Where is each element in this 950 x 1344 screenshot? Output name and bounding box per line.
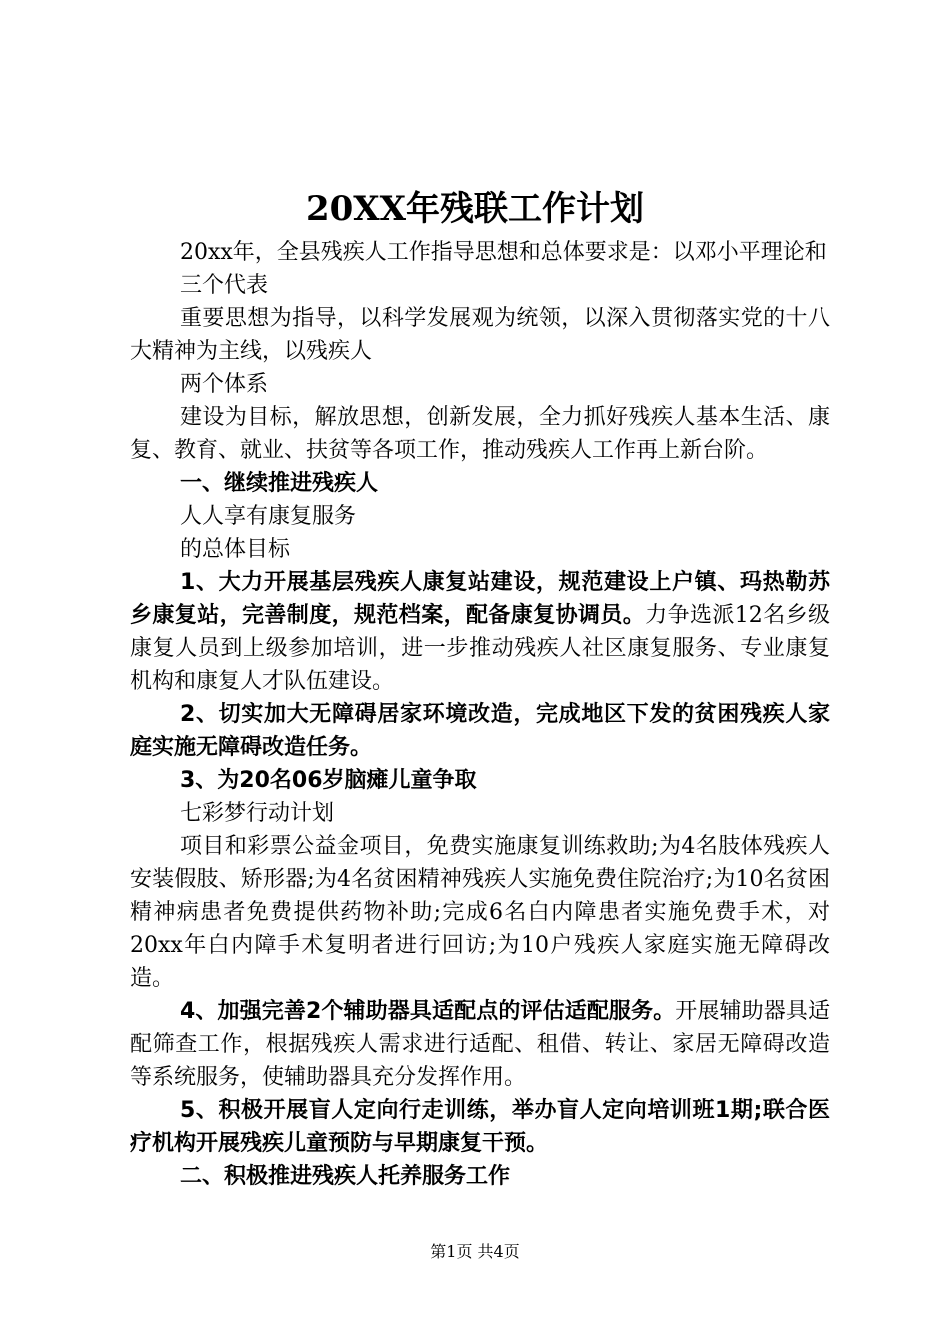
paragraph: 重要思想为指导，以科学发展观为统领，以深入贯彻落实党的十八大精神为主线，以残疾人 bbox=[130, 306, 830, 364]
paragraph: 建设为目标，解放思想，创新发展，全力抓好残疾人基本生活、康复、教育、就业、扶贫等各项工作，推动残疾人工作再上新台阶。 bbox=[130, 405, 830, 463]
paragraph: 20xx年，全县残疾人工作指导思想和总体要求是：以邓小平理论和 bbox=[180, 240, 827, 265]
section-heading: 二、积极推进残疾人托养服务工作 bbox=[180, 1164, 511, 1189]
paragraph-bold-lead: 4、加强完善2个辅助器具适配点的评估适配服务。 bbox=[180, 999, 676, 1024]
paragraph-mixed bbox=[130, 995, 830, 1094]
paragraph-bold: 2、切实加大无障碍居家环境改造，完成地区下发的贫困残疾人家庭实施无障碍改造任务。 bbox=[130, 702, 830, 760]
paragraph: 两个体系 bbox=[180, 372, 269, 397]
paragraph-bold: 3、为20名06岁脑瘫儿童争取 bbox=[180, 768, 477, 793]
paragraph: 七彩梦行动计划 bbox=[180, 801, 335, 826]
section-heading: 一、继续推进残疾人 bbox=[180, 471, 379, 496]
document-body bbox=[130, 236, 830, 1193]
document-title: 20XX年残联工作计划 bbox=[305, 189, 645, 229]
paragraph-bold: 5、积极开展盲人定向行走训练，举办盲人定向培训班1期;联合医疗机构开展残疾儿童预防与早期康复干预。 bbox=[130, 1098, 830, 1156]
paragraph: 的总体目标 bbox=[180, 537, 291, 562]
paragraph: 三个代表 bbox=[180, 273, 269, 298]
paragraph: 项目和彩票公益金项目，免费实施康复训练救助;为4名肢体残疾人安装假肢、矫形器;为4名贫困精神残疾人实施免费住院治疗;为10名贫困精神病患者免费提供药物补助;完成6名白内障患者实施免费手术，对20xx年白内障手术复明者进行回访;为10户残疾人家庭实施无障碍改造。 bbox=[130, 834, 830, 991]
paragraph-mixed bbox=[130, 566, 830, 698]
paragraph: 人人享有康复服务 bbox=[180, 504, 357, 529]
paragraph-rest: 开展辅助器具适配筛查工作，根据残疾人需求进行适配、租借、转让、家居无障碍改造等系统服务，使辅助器具充分发挥作用。 bbox=[130, 999, 830, 1090]
paragraph-bold-lead: 1、大力开展基层残疾人康复站建设，规范建设上户镇、玛热勒苏乡康复站，完善制度，规范档案，配备康复协调员。 bbox=[130, 570, 830, 628]
paragraph-rest: 力争选派12名乡级康复人员到上级参加培训，进一步推动残疾人社区康复服务、专业康复机构和康复人才队伍建设。 bbox=[130, 603, 830, 694]
page-number-footer: 第1页 共4页 bbox=[430, 1242, 520, 1261]
